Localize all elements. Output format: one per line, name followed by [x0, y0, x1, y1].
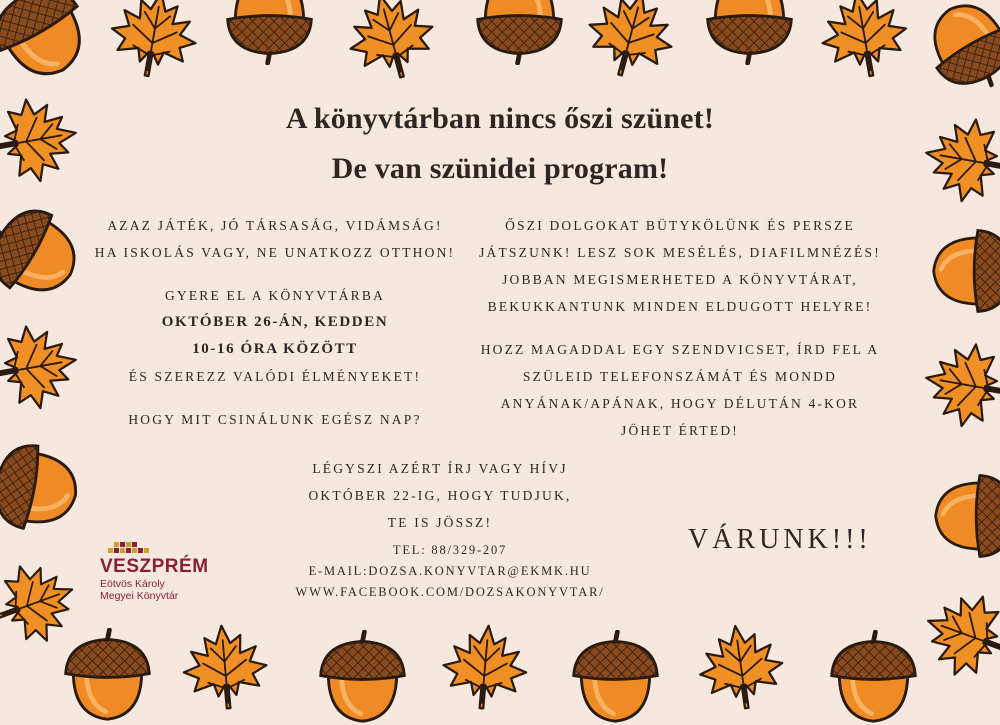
logo-line-2: Megyei Könyvtár: [100, 590, 179, 602]
event-date: OKTÓBER 26-ÁN, KEDDEN: [161, 314, 389, 330]
logo-line-1: Eötvös Károly: [100, 578, 165, 590]
acorn-icon: [315, 630, 410, 725]
maple-leaf-icon: [909, 577, 1000, 692]
contact-block: [260, 540, 640, 603]
intro-line-2: HA ISKOLÁS VAGY, NE UNATKOZZ OTTHON!: [94, 245, 456, 260]
maple-leaf-icon: [575, 0, 688, 90]
event-time: 10-16 ÓRA KÖZÖTT: [192, 341, 358, 357]
rsvp-line-3: TE IS JÖSSZ!: [387, 515, 493, 530]
maple-leaf-icon: [811, 0, 918, 87]
maple-leaf-icon: [436, 618, 534, 716]
instructions-line-4: JÖHET ÉRTED!: [621, 423, 739, 438]
acorn-icon: [568, 630, 663, 725]
library-logo: [100, 538, 230, 602]
logo-city: VESZPRÉM: [100, 556, 209, 577]
acorn-icon: [0, 0, 108, 98]
activities-line-2: JÁTSZUNK! LESZ SOK MESÉLÉS, DIAFILMNÉZÉS!: [479, 245, 881, 260]
contact-web[interactable]: WWW.FACEBOOK.COM/DOZSAKONYVTAR/: [295, 585, 605, 599]
invite-line: GYERE EL A KÖNYVTÁRBA: [164, 288, 386, 303]
right-text-block: [470, 212, 890, 444]
page-title: A könyvtárban nincs őszi szünet!: [285, 102, 715, 135]
maple-leaf-icon: [335, 0, 448, 92]
experience-line: ÉS SZEREZZ VALÓDI ÉLMÉNYEKET!: [128, 369, 422, 384]
acorn-icon: [702, 0, 797, 65]
maple-leaf-icon: [690, 616, 792, 718]
question-line: HOGY MIT CSINÁLUNK EGÉSZ NAP?: [128, 412, 422, 427]
maple-leaf-icon: [101, 0, 208, 87]
rsvp-line-1: LÉGYSZI AZÉRT ÍRJ VAGY HÍVJ: [312, 461, 568, 476]
activities-line-4: BEKUKKANTUNK MINDEN ELDUGOTT HELYRE!: [487, 299, 873, 314]
logo-mark-icon: [108, 538, 152, 554]
acorn-icon: [0, 432, 88, 542]
left-text-block: [60, 212, 490, 433]
acorn-icon: [222, 0, 317, 65]
acorn-icon: [60, 628, 155, 723]
acorn-icon: [908, 0, 1000, 109]
maple-leaf-icon: [176, 618, 274, 716]
maple-leaf-icon: [915, 333, 1000, 437]
instructions-line-2: SZÜLEID TELEFONSZÁMÁT ÉS MONDD: [522, 369, 838, 384]
activities-line-1: ŐSZI DOLGOKAT BÜTYKÖLÜNK ÉS PERSZE: [505, 218, 855, 233]
contact-phone: TEL: 88/329-207: [392, 543, 508, 557]
rsvp-block: [270, 455, 610, 536]
acorn-icon: [472, 0, 567, 65]
acorn-icon: [826, 630, 921, 725]
acorn-icon: [930, 225, 1000, 317]
rsvp-line-2: OKTÓBER 22-IG, HOGY TUDJUK,: [308, 488, 572, 503]
acorn-icon: [932, 470, 1000, 562]
intro-line-1: AZAZ JÁTÉK, JÓ TÁRSASÁG, VIDÁMSÁG!: [107, 218, 443, 233]
instructions-line-1: HOZZ MAGADDAL EGY SZENDVICSET, ÍRD FEL A: [480, 342, 880, 357]
contact-email[interactable]: E-MAIL:DOZSA.KONYVTAR@EKMK.HU: [308, 564, 592, 578]
instructions-line-3: ANYÁNAK/APÁNAK, HOGY DÉLUTÁN 4-KOR: [500, 396, 860, 411]
closing-headline: VÁRUNK!!!: [688, 524, 872, 555]
page-subtitle: De van szünidei program!: [331, 152, 669, 185]
activities-line-3: JOBBAN MEGISMERHETED A KÖNYVTÁRAT,: [502, 272, 858, 287]
